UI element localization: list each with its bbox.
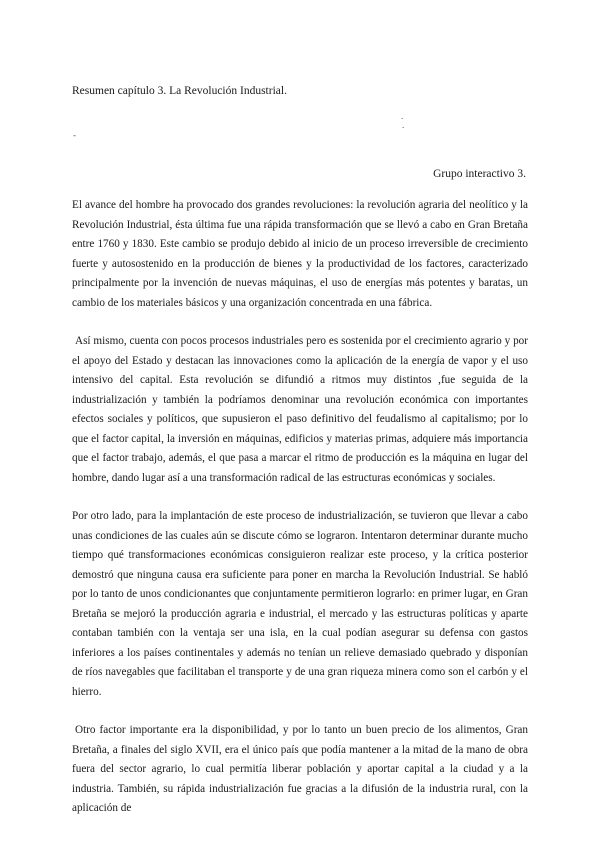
paragraph: Por otro lado, para la implantación de este proceso de industrialización, se tuvieron que llevar a cabo unas condiciones de las cuales aún se discute cómo se lograron. Intentaron determinar durante mucho tiempo qué transformaciones económicas consiguieron realizar este proceso, y la crítica posterior demostró que ninguna causa era suficiente para poner en marcha la Revolución Industrial. Se habló por lo tanto de unos condicionantes que conjuntamente permitieron lograrlo: en primer lugar, en Gran Bretaña se mejoró la producción agraria e industrial, el mercado y las estructuras políticas y aparte contaban también con la ventaja ser una isla, en la cual podían asegurar su defensa con gastos inferiores a los países continentales y además no tenían un relieve demasiado quebrado y disponían de ríos navegables que facilitaban el transporte y de una gran riqueza minera como son el carbón y el hierro. xyxy=(72,510,528,698)
document-title: Resumen capítulo 3. La Revolución Industrial. xyxy=(72,85,287,97)
paragraph: Otro factor importante era la disponibilidad, y por lo tanto un buen precio de los alimentos, Gran Bretaña, a finales del siglo XVII, era el único país que podía mantener a la mitad de la mano de obra fuera del sector agrario, lo cual permitía liberar población y aportar capital a la ciudad y a la industria. También, su rápida industrialización fue gracias a la difusión de la industria rural, con la aplicación de xyxy=(72,724,528,814)
paragraph: Así mismo, cuenta con pocos procesos industriales pero es sostenida por el crecimiento agrario y por el apoyo del Estado y destacan las innovaciones como la aplicación de la energía de vapor y el uso intensivo del capital. Esta revolución se difundió a ritmos muy distintos ,fue seguida de la industrialización y también la podríamos denominar una revolución económica con importantes efectos sociales y políticos, que supusieron el paso definitivo del feudalismo al capitalismo; por lo que el factor capital, la inversión en máquinas, edificios y materias primas, adquiere más importancia que el factor trabajo, además, el que pasa a marcar el ritmo de producción es la máquina en lugar del hombre, dando lugar así a una transformación radical de las estructuras económicas y sociales. xyxy=(72,335,528,484)
stray-mark: . xyxy=(401,111,404,121)
group-label: Grupo interactivo 3. xyxy=(433,168,526,180)
paragraph: El avance del hombre ha provocado dos grandes revoluciones: la revolución agraria del neolítico y la Revolución Industrial, ésta última fue una rápida transformación que se llevó a cabo en Gran Bretaña entre 1760 y 1830. Este cambio se produjo debido al inicio de un proceso irreversible de crecimiento fuerte y autosostenido en la producción de bienes y la productividad de los factores, caracterizado principalmente por la invención de nuevas máquinas, el uso de energías más potentes y baratas, un cambio de los materiales básicos y una organización concentrada en una fábrica. xyxy=(72,199,528,309)
document-body xyxy=(72,196,528,819)
stray-mark: . xyxy=(402,120,405,130)
stray-mark: - xyxy=(73,130,76,140)
